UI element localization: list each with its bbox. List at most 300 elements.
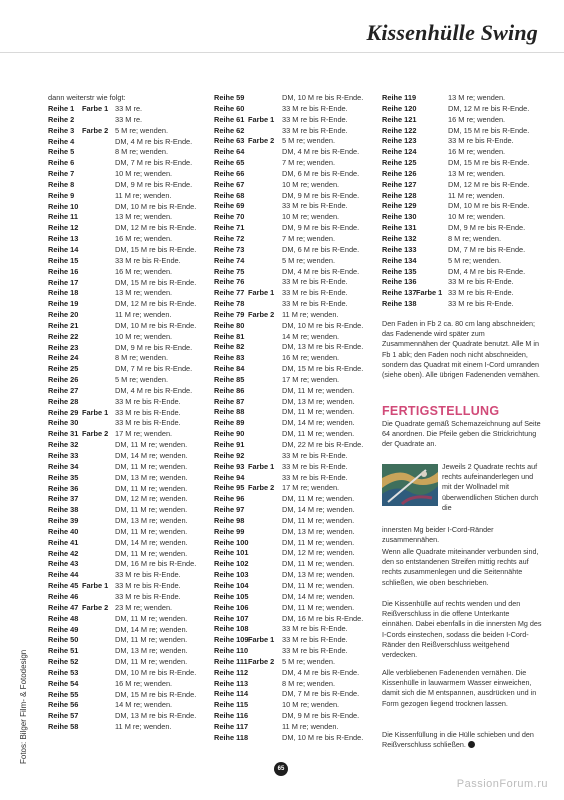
row-instruction: 16 M re; wenden. [115, 234, 173, 244]
instruction-row [382, 126, 529, 137]
instruction-row [214, 245, 363, 256]
instruction-row [214, 592, 363, 603]
row-label: Reihe 109 [214, 635, 249, 645]
row-instruction: 11 M re; wenden. [115, 722, 172, 732]
row-label: Reihe 55 [48, 689, 79, 699]
row-instruction: DM, 15 M re bis R-Ende. [448, 125, 530, 135]
instruction-row [48, 570, 196, 581]
row-instruction: DM, 13 M re; wenden. [282, 570, 355, 580]
instruction-row [214, 700, 363, 711]
instruction-row [214, 407, 363, 418]
color-label [248, 440, 282, 451]
color-label [248, 375, 282, 386]
row-instruction: DM, 7 M re bis R-Ende. [115, 158, 193, 168]
color-label: Farbe 1 [82, 407, 109, 417]
row-label: Reihe 101 [214, 548, 249, 558]
color-label: Farbe 2 [82, 125, 109, 135]
color-label [82, 473, 115, 484]
instruction-row [48, 147, 196, 158]
row-instruction: 11 M re; wenden. [115, 310, 172, 320]
color-label [248, 277, 282, 288]
color-label [416, 115, 448, 126]
color-label [82, 364, 115, 375]
color-label [416, 234, 448, 245]
color-label: Farbe 2 [82, 429, 109, 439]
instruction-row [382, 147, 529, 158]
color-label [82, 614, 115, 625]
row-label: Reihe 17 [48, 277, 79, 287]
instruction-row [214, 342, 363, 353]
color-label [248, 234, 282, 245]
color-label [82, 278, 115, 289]
row-instruction: DM, 6 M re bis R-Ende. [282, 168, 360, 178]
row-label: Reihe 5 [48, 147, 75, 157]
instruction-row [48, 353, 196, 364]
row-instruction: 33 M re bis R-Ende. [115, 581, 181, 591]
row-label: Reihe 122 [382, 125, 417, 135]
seam-paragraph-wrap: Jeweils 2 Quadrate rechts auf rechts aufeinanderlegen und mit der Wollnadel mit überwendlichen Stichen durch die [442, 462, 539, 512]
instruction-row [382, 115, 529, 126]
row-label: Reihe 14 [48, 244, 79, 254]
color-label [248, 191, 282, 202]
row-instruction: 33 M re bis R-Ende. [282, 472, 348, 482]
instruction-row [214, 527, 363, 538]
row-instruction: DM, 11 M re; wenden. [282, 515, 355, 525]
instruction-row [48, 375, 196, 386]
row-label: Reihe 119 [382, 93, 417, 102]
row-label: Reihe 62 [214, 125, 245, 135]
row-label: Reihe 6 [48, 158, 75, 168]
row-instruction: DM, 4 M re bis R-Ende. [115, 136, 193, 146]
row-label: Reihe 13 [48, 234, 79, 244]
instruction-row [214, 256, 363, 267]
instruction-row [382, 180, 529, 191]
color-label [248, 429, 282, 440]
color-label [248, 494, 282, 505]
instruction-row [214, 429, 363, 440]
color-label [82, 527, 115, 538]
row-instruction: DM, 4 M re bis R-Ende. [282, 266, 360, 276]
instruction-row [48, 288, 196, 299]
row-instruction: 17 M re; wenden. [282, 483, 340, 493]
color-label [82, 353, 115, 364]
color-label [248, 180, 282, 191]
row-instruction: 33 M re. [115, 104, 143, 113]
row-instruction: 33 M re bis R-Ende. [282, 646, 348, 656]
row-instruction: 33 M re bis R-Ende. [282, 450, 348, 460]
instruction-row [48, 267, 196, 278]
instruction-row [214, 548, 363, 559]
color-label [248, 364, 282, 375]
color-label: Farbe 2 [248, 309, 275, 319]
color-label [82, 256, 115, 267]
color-label [82, 191, 115, 202]
row-label: Reihe 73 [214, 244, 245, 254]
instruction-row [382, 267, 529, 278]
color-label [82, 147, 115, 158]
zipper-paragraph: Die Kissenhülle auf rechts wenden und den Reißverschluss in die offene Unterkante einnähen. Dabei ebenfalls in die innersten Mg des I-Cords einstechen, sodass die beiden I-Cord-Ränder den Reißverschluss weitgehend verdecken. [382, 599, 542, 660]
row-label: Reihe 20 [48, 310, 79, 320]
section-heading: FERTIGSTELLUNG [382, 404, 500, 418]
row-instruction: 5 M re; wenden. [115, 375, 168, 385]
row-label: Reihe 116 [214, 711, 249, 721]
row-label: Reihe 43 [48, 559, 79, 569]
instruction-row [214, 635, 363, 646]
row-instruction: 10 M re; wenden. [282, 179, 340, 189]
row-instruction: DM, 11 M re; wenden. [282, 602, 355, 612]
instruction-row [382, 201, 529, 212]
color-label [82, 700, 115, 711]
instruction-row [48, 278, 196, 289]
row-label: Reihe 4 [48, 136, 75, 146]
row-instruction: 33 M re bis R-Ende. [282, 103, 348, 113]
row-label: Reihe 29 [48, 407, 79, 417]
instruction-row [382, 256, 529, 267]
color-label [248, 592, 282, 603]
row-instruction: DM, 10 M re bis R-Ende. [448, 201, 530, 211]
row-label: Reihe 78 [214, 299, 245, 309]
instruction-row [48, 592, 196, 603]
color-label [248, 353, 282, 364]
row-label: Reihe 130 [382, 212, 417, 222]
row-instruction: 14 M re; wenden. [115, 700, 173, 710]
instruction-row [48, 169, 196, 180]
instruction-row [48, 527, 196, 538]
row-instruction: 11 M re; wenden. [115, 190, 172, 200]
row-label: Reihe 118 [214, 732, 249, 742]
row-instruction: DM, 13 M re; wenden. [115, 472, 188, 482]
color-label [82, 635, 115, 646]
color-label: Farbe 1 [248, 288, 275, 298]
instruction-row [214, 191, 363, 202]
row-label: Reihe 64 [214, 147, 245, 157]
closing-paragraph: Die Kissenfüllung in die Hülle schieben und den Reißverschluss schließen. [382, 730, 534, 750]
row-instruction: DM, 12 M re bis R-Ende. [448, 103, 530, 113]
color-label [248, 679, 282, 690]
row-instruction: DM, 15 M re bis R-Ende. [115, 244, 197, 254]
row-label: Reihe 22 [48, 331, 79, 341]
color-label [248, 201, 282, 212]
row-instruction: DM, 4 M re bis R-Ende. [282, 147, 360, 157]
row-label: Reihe 123 [382, 136, 417, 146]
row-instruction: DM, 13 M re; wenden. [282, 396, 355, 406]
row-instruction: 33 M re bis R-Ende. [115, 396, 181, 406]
instruction-row [48, 310, 196, 321]
color-label [82, 451, 115, 462]
row-label: Reihe 74 [214, 255, 245, 265]
instruction-row [214, 516, 363, 527]
instruction-row [214, 570, 363, 581]
row-instruction: 16 M re; wenden. [115, 678, 173, 688]
row-label: Reihe 30 [48, 418, 79, 428]
instruction-row [214, 310, 363, 321]
color-label [248, 733, 282, 744]
instruction-row [48, 126, 196, 137]
row-label: Reihe 88 [214, 407, 245, 417]
row-label: Reihe 113 [214, 678, 249, 688]
row-label: Reihe 103 [214, 570, 249, 580]
page-number: 65 [274, 762, 288, 776]
row-instruction: DM, 9 M re bis R-Ende. [448, 223, 526, 233]
instruction-row [48, 494, 196, 505]
row-label: Reihe 124 [382, 147, 417, 157]
color-label [248, 516, 282, 527]
row-instruction: DM, 16 M re bis R-Ende. [115, 559, 197, 569]
color-label [82, 267, 115, 278]
row-instruction: 17 M re; wenden. [115, 429, 173, 439]
row-label: Reihe 92 [214, 450, 245, 460]
instruction-row [214, 538, 363, 549]
row-label: Reihe 51 [48, 646, 79, 656]
row-label: Reihe 21 [48, 320, 79, 330]
instruction-row [214, 169, 363, 180]
row-label: Reihe 72 [214, 233, 245, 243]
instruction-row [382, 104, 529, 115]
instruction-row [214, 234, 363, 245]
instruction-row [214, 559, 363, 570]
instruction-row [214, 689, 363, 700]
row-label: Reihe 132 [382, 233, 417, 243]
row-instruction: DM, 10 M re bis R-Ende. [115, 201, 197, 211]
instruction-row [48, 299, 196, 310]
row-instruction: 33 M re bis R-Ende. [282, 299, 348, 309]
color-label [248, 505, 282, 516]
color-label [82, 332, 115, 343]
row-label: Reihe 70 [214, 212, 245, 222]
row-instruction: DM, 15 M re bis R-Ende. [115, 277, 197, 287]
color-label [82, 484, 115, 495]
instruction-row [382, 169, 529, 180]
row-instruction: 8 M re; wenden. [448, 233, 501, 243]
color-label [82, 288, 115, 299]
row-instruction: DM, 11 M re; wenden. [282, 429, 355, 439]
color-label [416, 191, 448, 202]
color-label [248, 212, 282, 223]
row-instruction: 33 M re bis R-Ende. [282, 288, 348, 298]
row-label: Reihe 77 [214, 288, 245, 298]
instruction-row [48, 386, 196, 397]
instruction-row [214, 136, 363, 147]
row-instruction: DM, 7 M re bis R-Ende. [115, 364, 193, 374]
color-label [82, 668, 115, 679]
row-instruction: 33 M re bis R-Ende. [282, 114, 348, 124]
instruction-row [382, 299, 529, 310]
row-instruction: 33 M re bis R-Ende. [115, 570, 181, 580]
instruction-row [214, 711, 363, 722]
row-instruction: DM, 15 M re bis R-Ende. [282, 364, 364, 374]
row-label: Reihe 47 [48, 602, 79, 612]
row-instruction: DM, 9 M re bis R-Ende. [282, 190, 360, 200]
color-label [248, 570, 282, 581]
row-instruction: 33 M re bis R-Ende. [115, 418, 181, 428]
color-label [82, 299, 115, 310]
instruction-row [214, 505, 363, 516]
row-instruction: 33 M re. [115, 114, 143, 124]
color-label [82, 570, 115, 581]
row-instruction: 10 M re; wenden. [115, 169, 173, 179]
instruction-row [48, 484, 196, 495]
row-label: Reihe 63 [214, 136, 245, 146]
row-instruction: 33 M re bis R-Ende. [448, 136, 514, 146]
row-instruction: DM, 13 M re bis R-Ende. [282, 342, 364, 352]
color-label [416, 201, 448, 212]
instruction-row [214, 657, 363, 668]
row-instruction: DM, 10 M re bis R-Ende. [282, 732, 364, 742]
color-label [248, 147, 282, 158]
row-label: Reihe 24 [48, 353, 79, 363]
color-label [248, 407, 282, 418]
row-label: Reihe 23 [48, 342, 79, 352]
row-instruction: 5 M re; wenden. [115, 125, 168, 135]
color-label: Farbe 2 [248, 656, 275, 666]
instruction-row [214, 397, 363, 408]
instruction-row [48, 212, 196, 223]
color-label [82, 625, 115, 636]
instruction-row [214, 115, 363, 126]
row-label: Reihe 32 [48, 440, 79, 450]
instruction-row [48, 234, 196, 245]
row-instruction: 13 M re; wenden. [115, 212, 173, 222]
row-label: Reihe 105 [214, 591, 249, 601]
watermark: PassionForum.ru [456, 778, 548, 790]
instruction-row [214, 624, 363, 635]
row-label: Reihe 114 [214, 689, 249, 699]
row-instruction: DM, 11 M re; wenden. [282, 407, 355, 417]
row-label: Reihe 25 [48, 364, 79, 374]
row-instruction: 10 M re; wenden. [282, 212, 340, 222]
color-label [248, 158, 282, 169]
row-instruction: 5 M re; wenden. [282, 656, 335, 666]
instruction-row [214, 722, 363, 733]
instruction-row [214, 668, 363, 679]
color-label [416, 256, 448, 267]
instruction-row [382, 277, 529, 288]
row-label: Reihe 37 [48, 494, 79, 504]
row-instruction: 14 M re; wenden. [282, 331, 340, 341]
instruction-row [48, 343, 196, 354]
instruction-row [214, 321, 363, 332]
instruction-row [214, 679, 363, 690]
instruction-row [48, 321, 196, 332]
instruction-row [214, 180, 363, 191]
row-label: Reihe 34 [48, 461, 79, 471]
instruction-row [382, 288, 529, 299]
row-label: Reihe 97 [214, 505, 245, 515]
color-label [416, 180, 448, 191]
row-label: Reihe 54 [48, 678, 79, 688]
instruction-row [48, 256, 196, 267]
color-label [82, 722, 115, 733]
color-label [248, 169, 282, 180]
row-instruction: DM, 14 M re; wenden. [115, 537, 188, 547]
instruction-row [214, 364, 363, 375]
instruction-row [48, 473, 196, 484]
row-label: Reihe 76 [214, 277, 245, 287]
color-label [416, 147, 448, 158]
instruction-row [214, 473, 363, 484]
row-label: Reihe 45 [48, 581, 79, 591]
instruction-row [48, 549, 196, 560]
instruction-row [214, 418, 363, 429]
color-label [82, 375, 115, 386]
color-label [248, 321, 282, 332]
row-instruction: DM, 12 M re bis R-Ende. [115, 299, 197, 309]
instruction-row [382, 191, 529, 202]
row-label: Reihe 12 [48, 223, 79, 233]
rows-column-3 [382, 93, 529, 310]
color-label [82, 223, 115, 234]
row-label: Reihe 26 [48, 375, 79, 385]
row-label: Reihe 128 [382, 190, 417, 200]
row-instruction: DM, 11 M re; wenden. [282, 559, 355, 569]
photo-credit: Fotos: Bilger Film- & Fotodesign [19, 649, 28, 764]
row-instruction: DM, 9 M re bis R-Ende. [115, 342, 193, 352]
row-instruction: 33 M re bis R-Ende. [115, 255, 181, 265]
instruction-row [48, 635, 196, 646]
row-label: Reihe 104 [214, 580, 249, 590]
seam-paragraph-rest: innersten Mg beider I-Cord-Ränder zusammennähen. [382, 525, 494, 545]
row-instruction: 33 M re bis R-Ende. [115, 591, 181, 601]
layout-paragraph: Die Quadrate gemäß Schemazeichnung auf Seite 64 anordnen. Die Pfeile geben die Strickrichtung der Quadrate an. [382, 419, 541, 449]
row-instruction: DM, 14 M re; wenden. [282, 418, 355, 428]
color-label [416, 136, 448, 147]
row-label: Reihe 80 [214, 320, 245, 330]
color-label [248, 267, 282, 278]
row-instruction: DM, 6 M re bis R-Ende. [282, 244, 360, 254]
color-label [82, 516, 115, 527]
row-instruction: 33 M re bis R-Ende. [282, 624, 348, 634]
row-instruction: DM, 11 M re; wenden. [115, 657, 188, 667]
intro-text: dann weiterstr wie folgt: [48, 93, 126, 102]
row-instruction: DM, 11 M re; wenden. [282, 494, 355, 504]
row-instruction: DM, 15 M re bis R-Ende. [115, 689, 197, 699]
color-label [248, 386, 282, 397]
instruction-row [48, 690, 196, 701]
row-label: Reihe 16 [48, 266, 79, 276]
instruction-row [382, 234, 529, 245]
row-instruction: DM, 10 M re bis R-Ende. [282, 320, 364, 330]
row-instruction: DM, 10 M re bis R-Ende. [115, 667, 197, 677]
row-instruction: DM, 14 M re; wenden. [282, 505, 355, 515]
color-label [248, 711, 282, 722]
color-label [416, 158, 448, 169]
instruction-row [214, 353, 363, 364]
color-label [248, 332, 282, 343]
color-label [248, 256, 282, 267]
color-label [82, 321, 115, 332]
instruction-row [48, 505, 196, 516]
color-label [82, 158, 115, 169]
instruction-row [214, 581, 363, 592]
color-label [248, 548, 282, 559]
instruction-row [48, 516, 196, 527]
color-label: Farbe 1 [416, 288, 443, 298]
instruction-row [214, 483, 363, 494]
instruction-row [48, 625, 196, 636]
row-label: Reihe 2 [48, 114, 75, 124]
row-label: Reihe 135 [382, 266, 417, 276]
row-instruction: DM, 13 M re bis R-Ende. [115, 711, 197, 721]
instruction-row [382, 212, 529, 223]
color-label [416, 299, 448, 310]
row-instruction: DM, 14 M re; wenden. [115, 624, 188, 634]
row-label: Reihe 112 [214, 667, 249, 677]
color-label [248, 624, 282, 635]
color-label [248, 418, 282, 429]
row-label: Reihe 27 [48, 385, 79, 395]
row-instruction: 10 M re; wenden. [448, 212, 506, 222]
row-label: Reihe 57 [48, 711, 79, 721]
